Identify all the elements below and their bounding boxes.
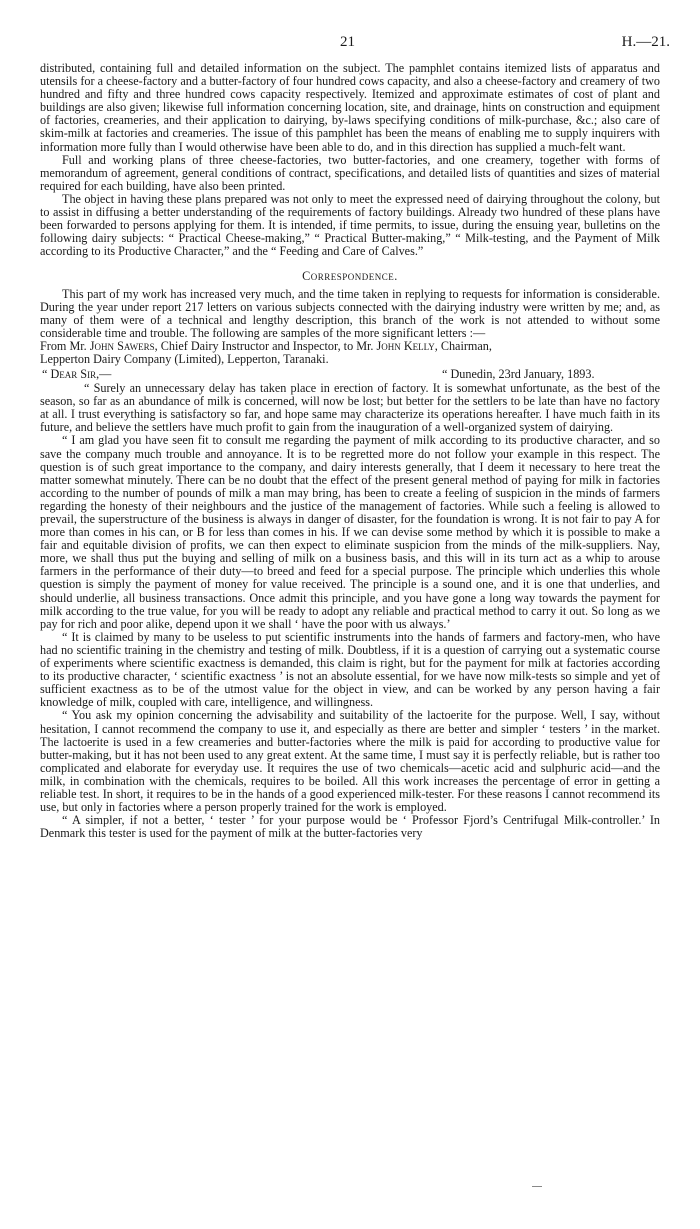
correspondence-intro: This part of my work has increased very much, and the time taken in replying to requests for information is considerable. During the year under report 217 letters on various subjects connected with the dairying industry were written by me; and, as many of them were of a technical and lengthy description, this branch of the work is not attended to without some considerable time and trouble. The following are samples of the more significant letters :—: [40, 286, 660, 340]
page-mark: [532, 1186, 542, 1187]
letter-paragraph: “ A simpler, if not a better, ‘ tester ’ for your purpose would be ‘ Professor Fjord’s Centrifugal Milk-controller.’ In Denmark this tester is used for the payment of milk at the butter-factories very: [40, 813, 660, 841]
paragraph: Full and working plans of three cheese-factories, two butter-factories, and one creamery, together with forms of memorandum of agreement, general conditions of contract, specifications, and detailed lists of quantities and sizes of material required for each building, have also been printed.: [40, 152, 660, 193]
from-middle: , Chief Dairy Instructor and Inspector, to Mr.: [154, 338, 374, 353]
letter-paragraph: “ You ask my opinion concerning the advisability and suitability of the lactoerite for the purpose. Well, I say, without hesitation, I cannot recommend the company to use it, and especially as there are better and simpler ‘ testers ’ in the market. The lactoerite is used in a few creameries and butter-factories where the milk is paid for according to productive value for butter-making, but it has not been used to any great extent. At the same time, I must say it is perfectly reliable, but is rather too complicated and elaborate for everyday use. It requires the use of two chemicals—acetic acid and sulphuric acid—and the milk, in combination with the chemicals, requires to be boiled. All this work increases the percentage of error in getting a reliable test. In short, it requires to be in the hands of a good experienced milk-tester. For these reasons I cannot recommend its use, but only in factories where a person properly trained for the work is employed.: [40, 708, 660, 815]
from-suffix: , Chairman,: [434, 338, 492, 353]
letter-greeting: [40, 368, 660, 382]
recipient-name: John Kelly: [376, 338, 435, 353]
letter-paragraph: “ It is claimed by many to be useless to put scientific instruments into the hands of farmers and factory-men, who have had no scientific training in the chemistry and testing of milk. Doubtless, if it is a question of carrying out a systematic course of experiments where scientific exactness is demanded, this claim is right, but for the payment for milk at factories according to its productive character, ‘ scientific exactness ’ is not an absolute essential, for we have now milk-tests so simple and yet of sufficient exactness as to be of the utmost value for the object in view, and can be worked by any person having a fair knowledge of milk, coupled with care, intelligence, and willingness.: [40, 629, 660, 710]
letter-paragraph: “ Surely an unnecessary delay has taken place in erection of factory. It is somewhat unfortunate, as the best of the season, so far as an abundance of milk is concerned, will now be lost; but better for the settlers to be late than have no factory at all. I trust everything is satisfactory so far, and hope same may characterize its operations hereafter. I have much faith in its future, and believe the settlers have much profit to gain from the inauguration of a well-organized system of dairying.: [40, 381, 660, 435]
section-heading: Correspondence.: [302, 269, 398, 284]
page-number: 21: [340, 34, 355, 50]
paragraph: The object in having these plans prepared was not only to meet the expressed need of dairying throughout the colony, but to assist in diffusing a better understanding of the requirements of factory buildings. Already two hundred of these plans have been forwarded to persons applying for them. It is intended, if time permits, to issue, during the ensuing year, bulletins on the following dairy subjects: “ Practical Cheese-making,” “ Practical Butter-making,” “ Milk-testing, and the Payment of Milk according to its Productive Character,” and the “ Feeding and Care of Calves.”: [40, 191, 660, 259]
letter-salutation: “ Dear Sir,—: [42, 367, 112, 382]
letter-from-line: [40, 340, 660, 353]
letter-from-continuation: Lepperton Dairy Company (Limited), Lepperton, Taranaki.: [40, 351, 329, 366]
document-reference: H.—21.: [621, 34, 670, 50]
document-body: [40, 62, 660, 840]
page-header: [0, 36, 700, 56]
from-prefix: From Mr.: [40, 338, 87, 353]
paragraph: distributed, containing full and detailed information on the subject. The pamphlet contains itemized lists of apparatus and utensils for a cheese-factory and a butter-factory of four hundred cows capacity, and also a cheese-factory and creamery of two hundred and fifty and three hundred cows capacity respectively. Itemized and approximate estimates of cost of plant and buildings are also given; likewise full information concerning location, site, and drainage, hints on construction and equipment of factories, creameries, and their application to dairying, by-laws specifying conditions of milk-purchase, &c.; also care of skim-milk at factories and creameries. The issue of this pamphlet has been the means of enabling me to supply inquirers with information more fully than I would otherwise have been able to do, and in this direction has supplied a much-felt want.: [40, 61, 660, 154]
sender-name: John Sawers: [89, 338, 155, 353]
letter-paragraph: “ I am glad you have seen fit to consult me regarding the payment of milk according to its productive character, and so save the company much trouble and annoyance. It is to be regretted more do not follow your example in this respect. The question is of such great importance to the company, and dairy interests generally, that I deem it necessary to here treat the matter somewhat minutely. There can be no doubt that the effect of the present general method of paying for milk in factories according to the number of pounds of milk a man may bring, has been to create a feeling of suspicion in the minds of farmers regarding the honesty of their neighbours and the justice of the management of factories. While such a feeling is allowed to prevail, the superstructure of the business is always in danger of disaster, for the foundation is wrong. It is not fair to pay A for more than comes in his can, or B for less than comes in his. If we can devise some method by which it is possible to make a fair and equitable division of profits, we can then expect to eliminate suspicion from the minds of the milk-suppliers. Nay, more, we shall thus put the buying and selling of milk on a business basis, and this will in its turn act as a whip to arouse farmers in the performance of their duty—to breed and feed for a special purpose. The principle which underlies this whole question is simply the payment of money for value received. The principle is a sound one, and it is one that underlies, and should underlie, all business transactions. Once admit this principle, and you have gone a long way towards the payment for milk according to the true value, for you will be ready to adopt any reliable and practical method to carry it out. So long as we pay for rich and poor alike, depend upon it we shall ‘ have the poor with us always.’: [40, 433, 660, 631]
letter-date: “ Dunedin, 23rd January, 1893.: [442, 367, 595, 382]
